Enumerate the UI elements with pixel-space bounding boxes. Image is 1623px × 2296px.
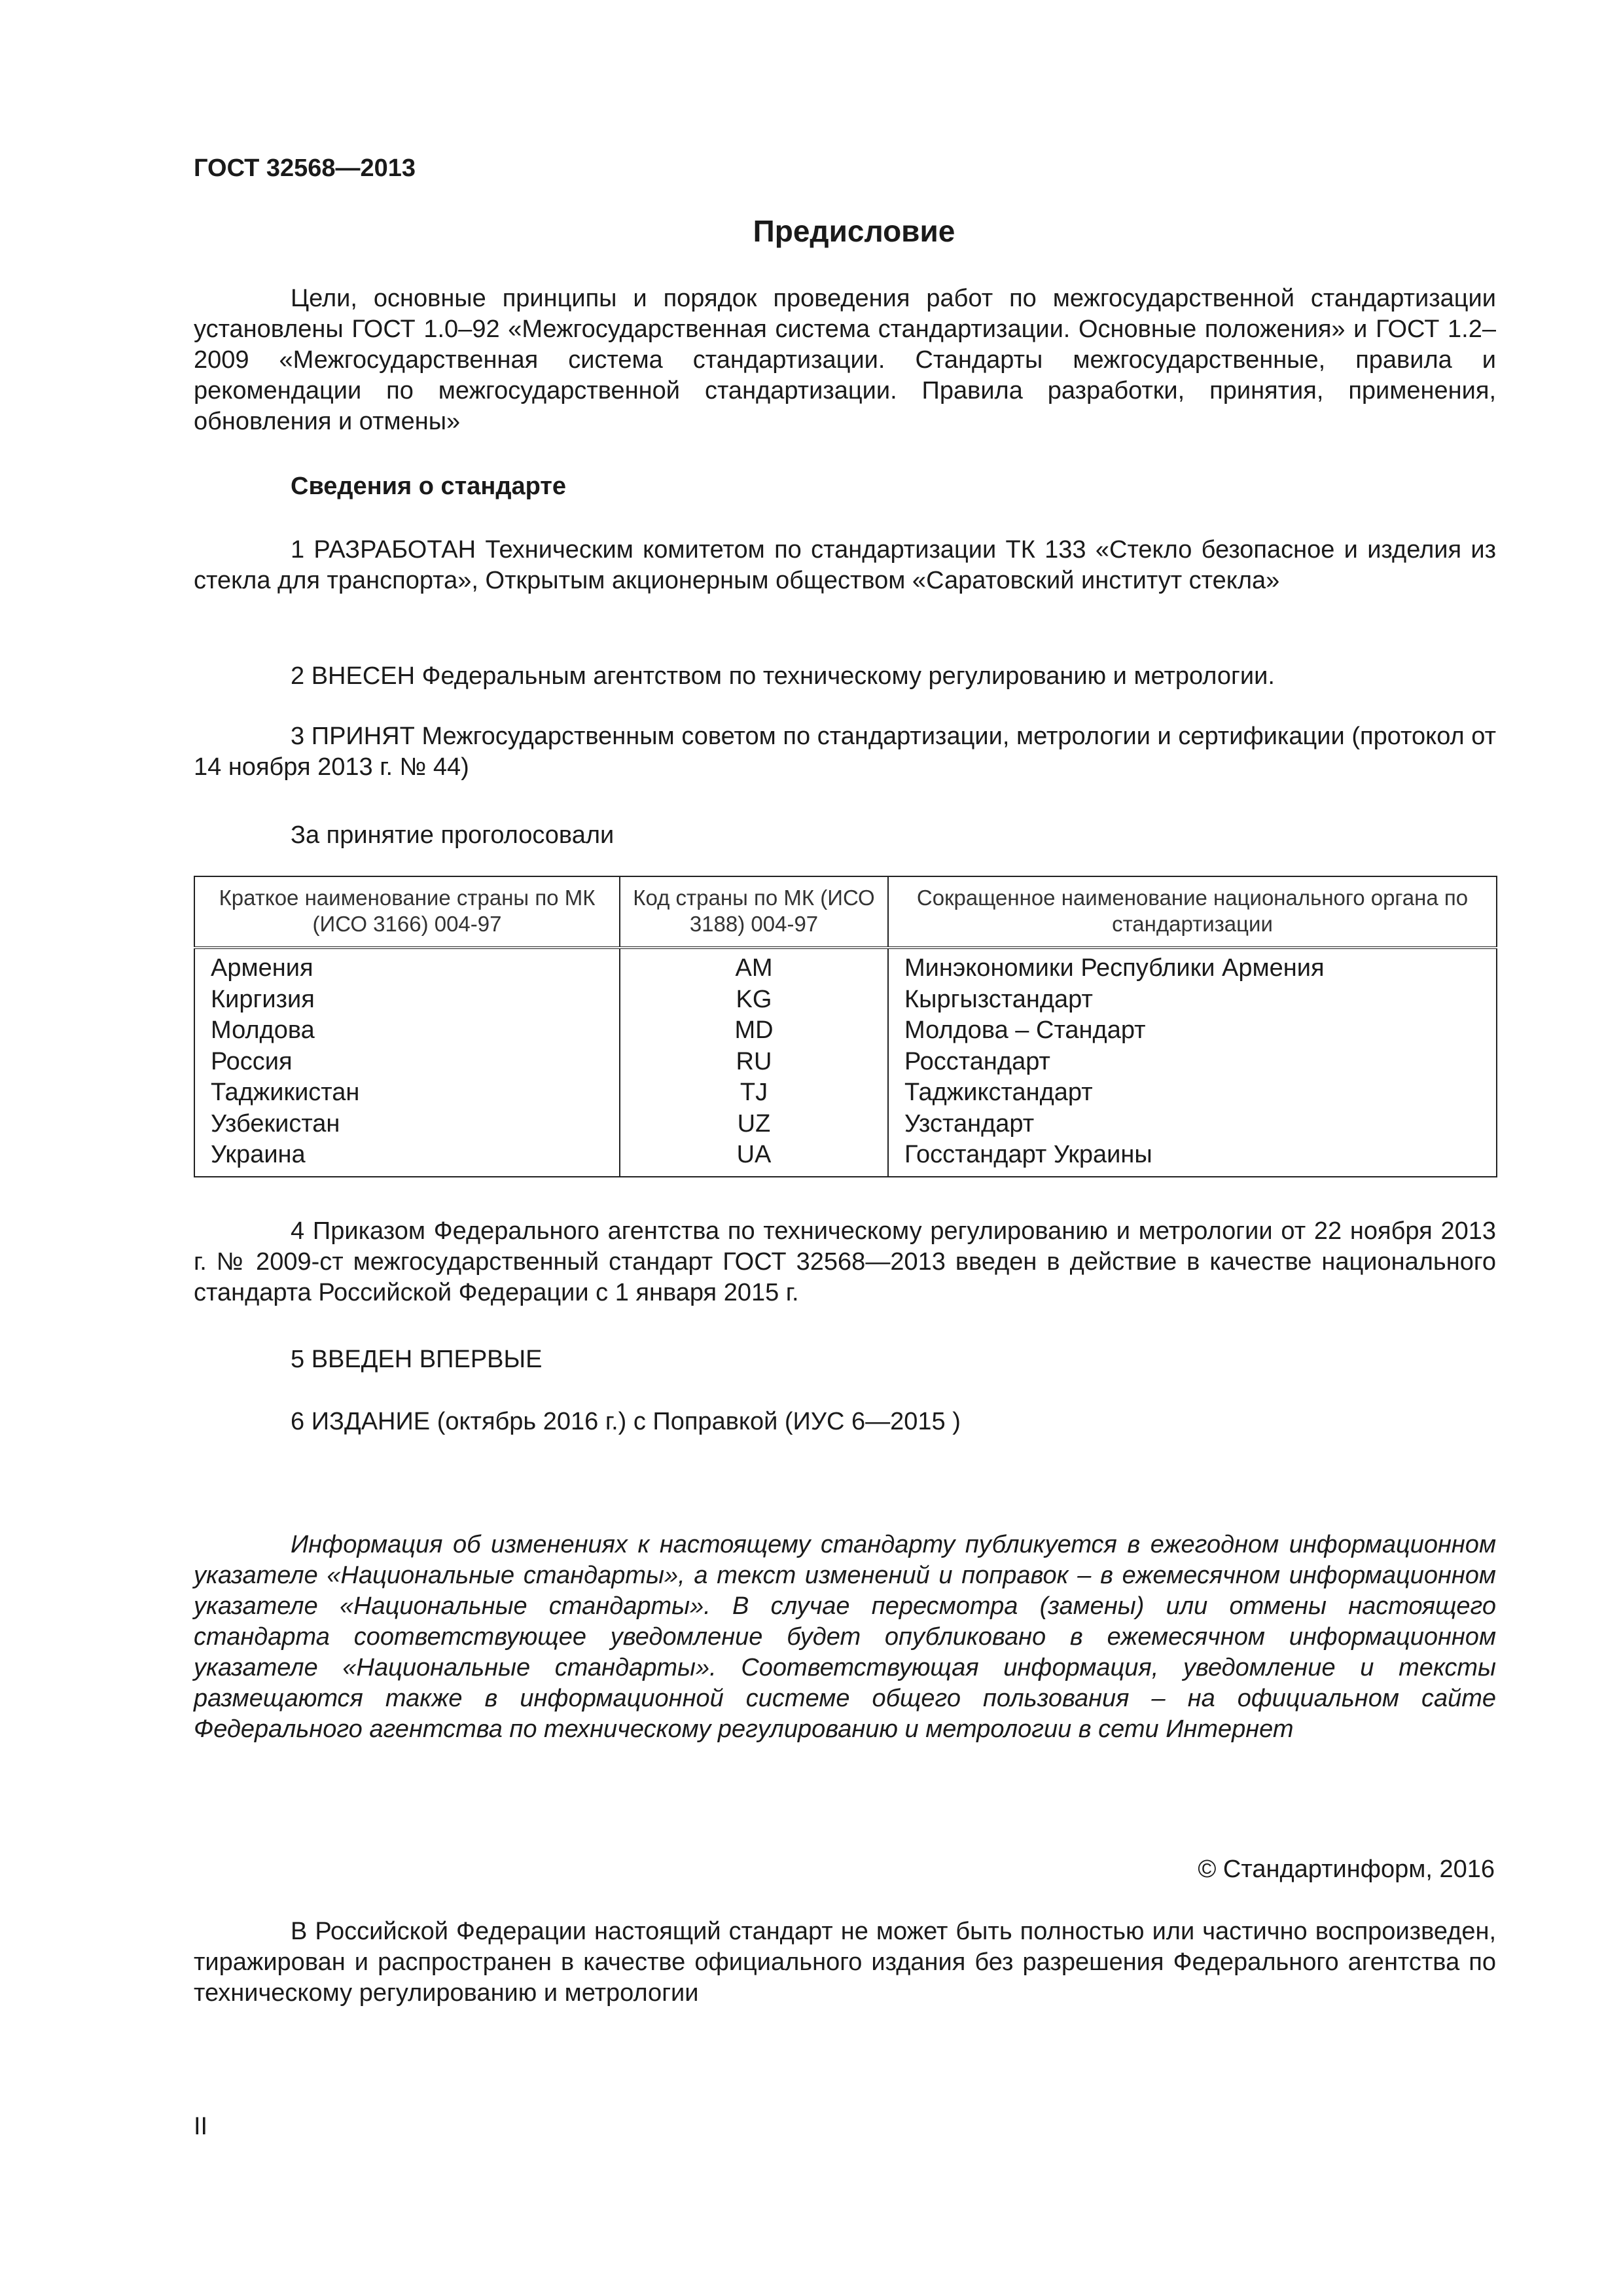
- table-header-row: [194, 876, 1497, 948]
- item-5-first-introduced: 5 ВВЕДЕН ВПЕРВЫЕ: [291, 1346, 543, 1373]
- country-name: Таджикистан: [194, 1077, 620, 1109]
- standards-body: Таджикстандарт: [888, 1077, 1497, 1109]
- reproduction-rights: В Российской Федерации настоящий стандарт не может быть полностью или частично воспроизведен, тиражирован и распространен в качестве официального издания без разрешения Федерального агентства по техническому регулированию и метрологии: [194, 1918, 1496, 2007]
- table-row: [194, 1077, 1497, 1109]
- table-row: [194, 984, 1497, 1016]
- country-code: MD: [620, 1015, 888, 1047]
- table-row: [194, 1139, 1497, 1177]
- header-country-name: Краткое наименование страны по МК (ИСО 3166) 004-97: [194, 876, 620, 948]
- country-code: RU: [620, 1047, 888, 1078]
- item-2-submitted: 2 ВНЕСЕН Федеральным агентством по техническому регулированию и метрологии.: [291, 662, 1275, 690]
- table-row: [194, 1047, 1497, 1078]
- country-code: KG: [620, 984, 888, 1016]
- country-name: Киргизия: [194, 984, 620, 1016]
- standards-body: Узстандарт: [888, 1109, 1497, 1140]
- standards-body: Кыргызстандарт: [888, 984, 1497, 1016]
- country-code: TJ: [620, 1077, 888, 1109]
- header-standards-body: Сокращенное наименование национального органа по стандартизации: [888, 876, 1497, 948]
- standards-body: Росстандарт: [888, 1047, 1497, 1078]
- item-3-adopted: 3 ПРИНЯТ Межгосударственным советом по стандартизации, метрологии и сертификации (протокол от 14 ноября 2013 г. № 44): [194, 723, 1496, 781]
- item-4-order: 4 Приказом Федерального агентства по техническому регулированию и метрологии от 22 ноября 2013 г. № 2009-ст межгосударственный стандарт ГОСТ 32568—2013 введен в действие в качестве национального стандарта Российской Федерации с 1 января 2015 г.: [194, 1217, 1496, 1306]
- copyright-line: © Стандартинформ, 2016: [1198, 1856, 1495, 1883]
- section-title: Предисловие: [753, 214, 955, 248]
- page-number: II: [194, 2113, 208, 2140]
- item-1-developed: 1 РАЗРАБОТАН Техническим комитетом по стандартизации ТК 133 «Стекло безопасное и изделия из стекла для транспорта», Открытым акционерным обществом «Саратовский институт стекла»: [194, 536, 1496, 594]
- table-row: [194, 1015, 1497, 1047]
- info-heading: Сведения о стандарте: [291, 473, 567, 500]
- country-name: Узбекистан: [194, 1109, 620, 1140]
- header-country-code: Код страны по МК (ИСО 3188) 004-97: [620, 876, 888, 948]
- country-code: AM: [620, 948, 888, 984]
- table-row: [194, 948, 1497, 984]
- country-name: Россия: [194, 1047, 620, 1078]
- item-6-edition: 6 ИЗДАНИЕ (октябрь 2016 г.) с Поправкой (ИУС 6—2015 ): [291, 1408, 961, 1435]
- intro-paragraph: Цели, основные принципы и порядок проведения работ по межгосударственной стандартизации установлены ГОСТ 1.0–92 «Межгосударственная система стандартизации. Основные положения» и ГОСТ 1.2–2009 «Межгосударственная система стандартизации. Стандарты межгосударственные, правила и рекомендации по межгосударственной стандартизации. Правила разработки, принятия, применения, обновления и отмены»: [194, 285, 1496, 435]
- document-header: ГОСТ 32568—2013: [194, 154, 416, 182]
- country-code: UZ: [620, 1109, 888, 1140]
- country-name: Армения: [194, 948, 620, 984]
- country-name: Молдова: [194, 1015, 620, 1047]
- standards-body: Госстандарт Украины: [888, 1139, 1497, 1177]
- voted-label: За принятие проголосовали: [291, 821, 615, 849]
- changes-notice: Информация об изменениях к настоящему стандарту публикуется в ежегодном информационном указателе «Национальные стандарты», а текст изменений и поправок – в ежемесячном информационном указателе «Национальные стандарты». В случае пересмотра (замены) или отмены настоящего стандарта соответствующее уведомление будет опубликовано в ежемесячном информационном указателе «Национальные стандарты». Соответствующая информация, уведомление и тексты размещаются также в информационной системе общего пользования – на официальном сайте Федерального агентства по техническому регулированию и метрологии в сети Интернет: [194, 1531, 1496, 1743]
- standards-body: Молдова – Стандарт: [888, 1015, 1497, 1047]
- country-name: Украина: [194, 1139, 620, 1177]
- voting-table: [194, 876, 1497, 1177]
- country-code: UA: [620, 1139, 888, 1177]
- table-row: [194, 1109, 1497, 1140]
- standards-body: Минэкономики Республики Армения: [888, 948, 1497, 984]
